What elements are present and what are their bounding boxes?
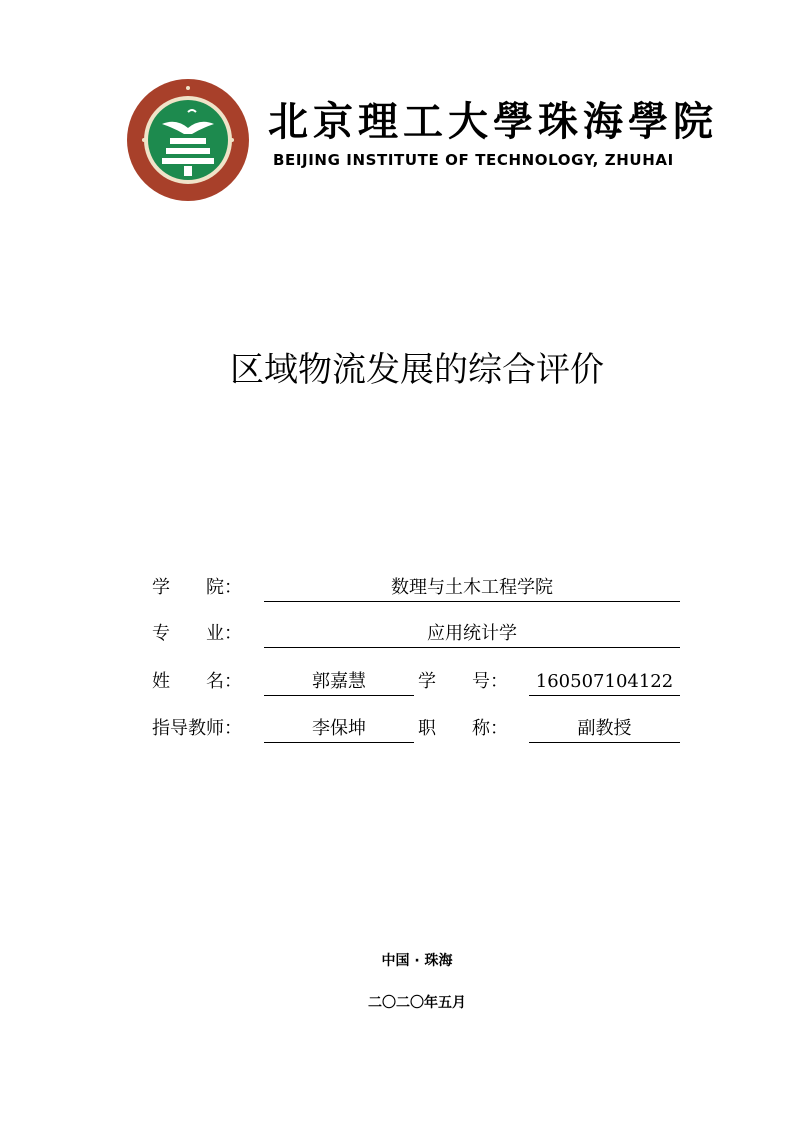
field-name-row [0, 669, 794, 695]
field-value-student-id: 160507104122 [529, 669, 680, 696]
footer-date: 二〇二〇年五月 [368, 995, 466, 1011]
field-value-advisor: 李保坤 [264, 716, 414, 743]
school-name-cn: 北京理工大學珠海學院 [268, 99, 718, 145]
university-seal-icon [126, 78, 250, 202]
field-value-name: 郭嘉慧 [264, 669, 414, 696]
field-label: 专 业： [152, 623, 242, 644]
field-label: 指导教师： [152, 718, 242, 739]
field-label: 职 称： [418, 718, 508, 739]
field-label: 学 号： [418, 671, 508, 692]
field-value-advisor-title: 副教授 [529, 716, 680, 743]
field-major [0, 621, 794, 647]
field-value-college: 数理与土木工程学院 [264, 575, 680, 602]
field-advisor-row [0, 716, 794, 742]
field-label: 姓 名： [152, 671, 242, 692]
field-label: 学 院： [152, 577, 242, 598]
footer-place: 中国 · 珠海 [381, 953, 453, 969]
school-name-en: BEIJING INSTITUTE OF TECHNOLOGY, ZHUHAI [273, 151, 674, 169]
field-value-major: 应用统计学 [264, 621, 680, 648]
thesis-title: 区域物流发展的综合评价 [230, 350, 604, 390]
field-college [0, 575, 794, 601]
